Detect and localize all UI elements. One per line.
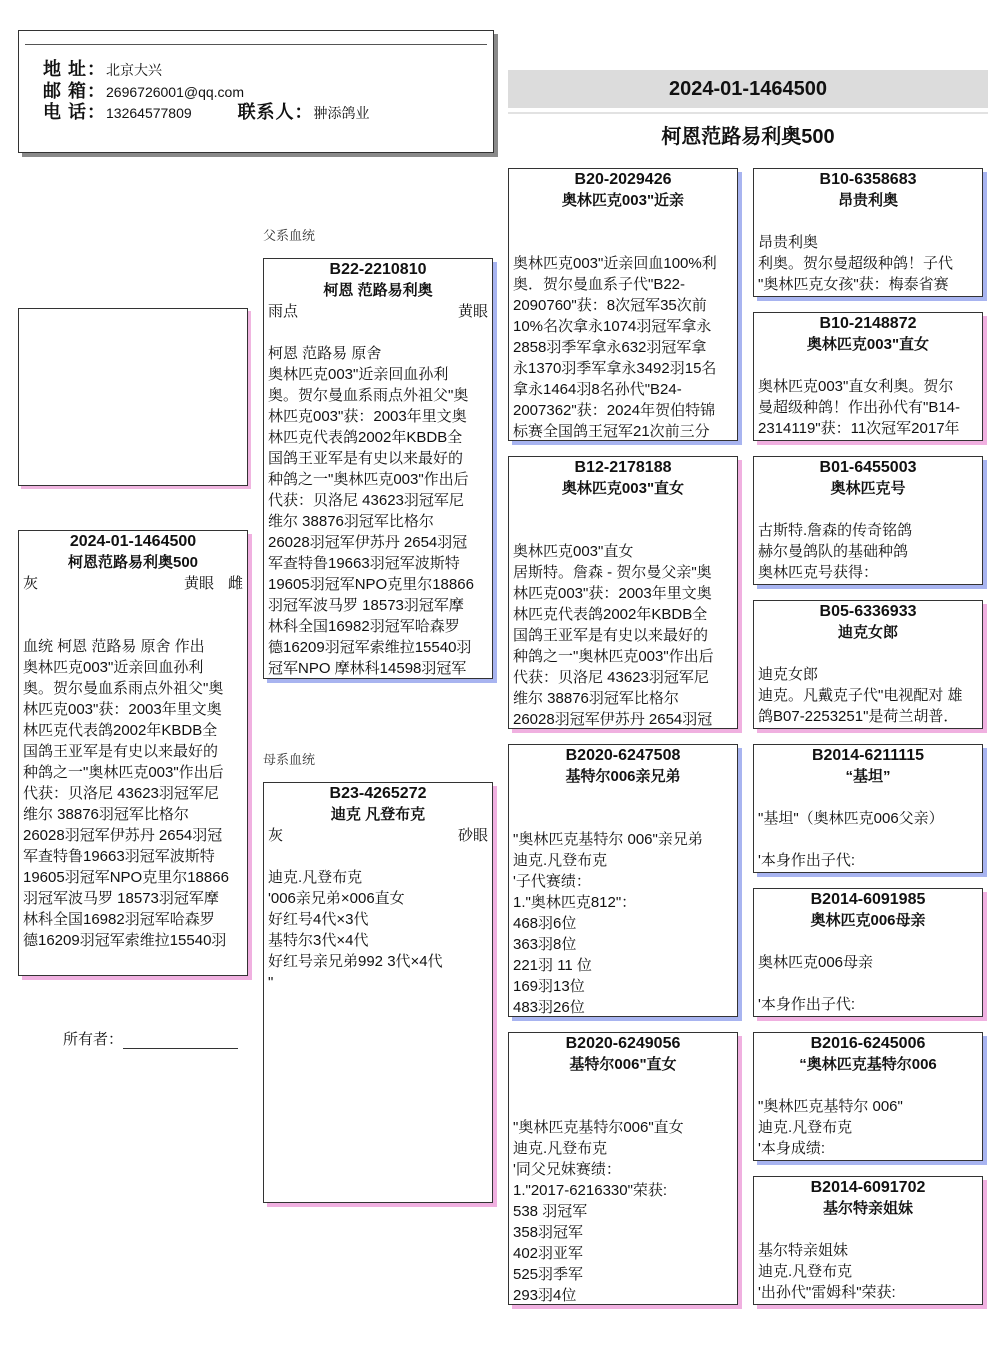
pedigree-name-title: 柯恩范路易利奥500 <box>661 126 835 148</box>
pedigree-card-ds[interactable] <box>508 744 738 1017</box>
eye-sex <box>170 573 243 594</box>
bird-name: 柯恩范路易利奥500 <box>67 554 199 571</box>
eye-type: 砂眼 <box>457 827 488 844</box>
pedigree-ring-title: 2024-01-1464500 <box>508 70 988 108</box>
pedigree-card-sss[interactable] <box>753 168 983 297</box>
ring-number: B22-2210810 <box>329 261 427 278</box>
divider <box>25 44 487 45</box>
bird-description: 迪克女郎 迪克。凡戴克子代"电视配对 雄 鸽B07-2253251"是荷兰胡普． <box>758 666 963 725</box>
ring-number: B2014-6091702 <box>810 1179 926 1196</box>
owner-field <box>63 1028 238 1049</box>
ring-number: B05-6336933 <box>819 603 917 620</box>
eye-type: 黄眼 <box>457 303 488 320</box>
sire-line-label: 父系血统 <box>263 228 316 243</box>
pedigree-card-sd[interactable] <box>508 456 738 729</box>
bird-description: 迪克.凡登布克 '006亲兄弟×006直女 好红号4代×3代 基特尔3代×4代 好红号亲兄弟992 3代×4代 " <box>268 869 443 991</box>
pedigree-card-sds[interactable] <box>753 456 983 585</box>
ring-number: B23-4265272 <box>329 785 427 802</box>
ring-number: B10-6358683 <box>819 171 917 188</box>
bird-name: 基尔特亲姐妹 <box>822 1200 913 1217</box>
ring-number: B20-2029426 <box>574 171 672 188</box>
ring-number: B12-2178188 <box>574 459 672 476</box>
address-value: 北京大兴 <box>106 62 163 78</box>
pedigree-card-dd[interactable] <box>508 1032 738 1305</box>
ring-number: B2014-6091985 <box>810 891 926 908</box>
feather-color: 灰 <box>268 827 284 844</box>
pedigree-card-dds[interactable] <box>753 1032 983 1161</box>
ring-number: B2020-6247508 <box>565 747 681 764</box>
eye-sex <box>444 301 488 322</box>
ring-number: 2024-01-1464500 <box>69 533 197 550</box>
bird-description: 昂贵利奥 利奥。贺尔曼超级种鸽！子代 "奥林匹克女孩"获：梅泰省赛 <box>758 234 954 293</box>
bird-name: “奥林匹克基特尔006 <box>799 1056 937 1073</box>
contact-label: 联系人： <box>237 102 314 122</box>
pedigree-card-ddd[interactable] <box>753 1176 983 1305</box>
pedigree-card-dsd[interactable] <box>753 888 983 1017</box>
divider <box>508 112 988 114</box>
bird-description: "奥林匹克基特尔 006"亲兄弟 迪克.凡登布克 '子代赛绩： 1."奥林匹克812"： 468羽6位 363羽8位 221羽 11 位 169羽13位 483羽26位 <box>513 831 703 1016</box>
ring-number: B2016-6245006 <box>810 1035 926 1052</box>
pedigree-card-subject[interactable] <box>18 530 248 976</box>
ring-number: B10-2148872 <box>819 315 917 332</box>
bird-name: 基特尔006"直女 <box>569 1056 677 1073</box>
bird-description: 奥林匹克006母亲 '本身作出子代: <box>758 954 874 1013</box>
bird-description: 血统 柯恩 范路易 原舍 作出 奥林匹克003"近亲回血孙利 奥。贺尔曼血系雨点外祖父"奥 林匹克003"获：2003年里文奥 林匹克代表鸽2002年KBDB全 国鸽王亚军是有史以来最好的 种鸽之一"奥林匹克003"作出后 代获：贝洛尼 43623羽冠军尼 维尔 38876羽冠军比格尔 26028羽冠军伊苏丹 2654羽冠 军查特鲁19663羽冠军波斯特 19605羽冠军NPO克里尔18866 羽冠军波马罗 18573羽冠军摩 林科全国16982羽冠军哈森罗 德16209羽冠军索维拉15540羽 <box>23 638 229 949</box>
bird-attributes <box>19 573 247 594</box>
eye-type: 黄眼 <box>183 575 214 592</box>
pedigree-card-dss[interactable] <box>753 744 983 873</box>
bird-description: 基尔特亲姐妹 迪克.凡登布克 '出孙代"雷姆科"荣获: <box>758 1242 896 1301</box>
bird-description: 柯恩 范路易 原舍 奥林匹克003"近亲回血孙利 奥。贺尔曼血系雨点外祖父"奥 林匹克003"获：2003年里文奥 林匹克代表鸽2002年KBDB全 国鸽王亚军是有史以来最好的 种鸽之一"奥林匹克003"作出后 代获：贝洛尼 43623羽冠军尼 维尔 38876羽冠军比格尔 26028羽冠军伊苏丹 2654羽冠 军查特鲁19663羽冠军波斯特 19605羽冠军NPO克里尔18866 羽冠军波马罗 18573羽冠军摩 林科全国16982羽冠军哈森罗 德16209羽冠军索维拉15540羽 冠军NPO 摩林科14598羽冠军 <box>268 345 474 677</box>
ring-number: B01-6455003 <box>819 459 917 476</box>
contact-value: 翀添鸽业 <box>313 105 370 121</box>
ring-number: B2014-6211115 <box>811 747 925 764</box>
bird-name: 迪克女郎 <box>837 624 898 641</box>
bird-description: 奥林匹克003"直女利奥。贺尔 曼超级种鸽！作出孙代有"B14- 2314119"获：11次冠军2017年 <box>758 378 961 437</box>
contact-panel <box>18 30 494 153</box>
pedigree-card-sdd[interactable] <box>753 600 983 729</box>
bird-description: "奥林匹克基特尔 006" 迪克.凡登布克 '本身成绩: <box>758 1098 903 1157</box>
dam-line-label: 母系血统 <box>263 752 316 767</box>
bird-name: 奥林匹克号 <box>830 480 906 497</box>
eye-sex <box>444 825 488 846</box>
bird-name: 基特尔006亲兄弟 <box>565 768 681 785</box>
bird-description: 奥林匹克003"直女 居斯特。詹森 - 贺尔曼父亲"奥 林匹克003"获：2003年里文奥 林匹克代表鸽2002年KBDB全 国鸽王亚军是有史以来最好的 种鸽之一"奥林匹克003"作出后 代获：贝洛尼 43623羽冠军尼 维尔 38876羽冠军比格尔 26028羽冠军伊苏丹 2654羽冠 <box>513 543 714 728</box>
phone-row <box>43 98 370 124</box>
phone-value: 13264577809 <box>106 105 192 121</box>
bird-name: “基坦” <box>845 768 891 785</box>
bird-name: 奥林匹克006母亲 <box>810 912 926 929</box>
pedigree-card-ssd[interactable] <box>753 312 983 441</box>
email-label: 邮 箱： <box>43 81 107 101</box>
feather-color: 灰 <box>23 575 39 592</box>
bird-name: 奥林匹克003"近亲 <box>561 192 685 209</box>
bird-attributes <box>264 825 492 846</box>
pedigree-card-sire[interactable] <box>263 258 493 679</box>
address-label: 地 址： <box>43 59 107 79</box>
bird-name: 柯恩 范路易利奥 <box>323 282 433 299</box>
photo-frame[interactable] <box>18 308 248 486</box>
pedigree-card-ss[interactable] <box>508 168 738 441</box>
phone-label: 电 话： <box>43 102 107 122</box>
email-value: 2696726001@qq.com <box>106 84 244 100</box>
bird-description: 古斯特.詹森的传奇铭鸽 赫尔曼鸽队的基础种鸽 奥林匹克号获得： <box>758 522 913 581</box>
ring-number: B2020-6249056 <box>565 1035 681 1052</box>
owner-signature-line[interactable] <box>123 1032 238 1049</box>
bird-description: "基坦"（奥林匹克006父亲） '本身作出子代: <box>758 810 944 869</box>
sex: 雌 <box>227 575 243 592</box>
bird-name: 奥林匹克003"直女 <box>561 480 685 497</box>
bird-attributes <box>264 301 492 322</box>
bird-name: 迪克 凡登布克 <box>330 806 426 823</box>
bird-description: "奥林匹克基特尔006"直女 迪克.凡登布克 '同父兄妹赛绩： 1."2017-6216330"荣获: 538 羽冠军 358羽冠军 402羽亚军 525羽季军 293羽4位 <box>513 1119 684 1304</box>
bird-name: 奥林匹克003"直女 <box>806 336 930 353</box>
pedigree-card-dam[interactable] <box>263 782 493 1203</box>
bird-description: 奥林匹克003"近亲回血100%利 奥．贺尔曼血系子代"B22- 2090760"获：8次冠军35次前 10%名次拿永1074羽冠军拿永 2858羽季军拿永632羽冠军拿 永1370羽季军拿永3492羽15名 拿永1464羽8名孙代"B24- 2007362"获：2024年贺伯特锦 标赛全国鸽王冠军21次前三分 <box>513 255 717 440</box>
feather-color: 雨点 <box>268 303 299 320</box>
owner-label: 所有者： <box>63 1031 124 1048</box>
bird-name: 昂贵利奥 <box>837 192 898 209</box>
